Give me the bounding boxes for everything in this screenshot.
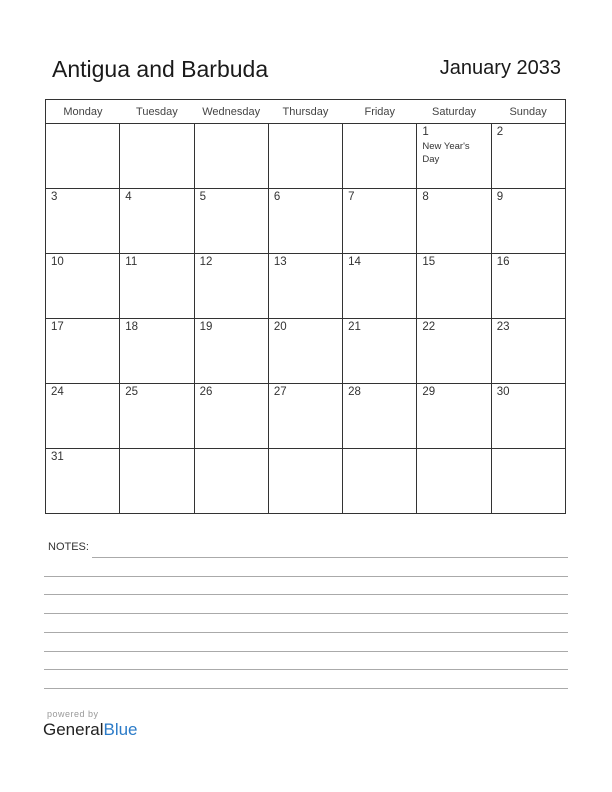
day-number: 19 xyxy=(199,321,213,333)
calendar-day-cell xyxy=(491,384,565,449)
weekday-wednesday: Wednesday xyxy=(194,100,268,124)
day-number: 24 xyxy=(51,386,64,398)
day-number xyxy=(269,449,342,451)
day-number: 27 xyxy=(273,386,287,398)
day-number: 1 xyxy=(422,126,429,138)
day-number: 16 xyxy=(496,256,510,268)
day-number xyxy=(120,449,193,451)
notes-line xyxy=(92,557,568,558)
calendar-day-cell xyxy=(417,189,491,254)
calendar-grid xyxy=(45,99,566,514)
brand-blue: Blue xyxy=(103,720,138,739)
calendar-day-cell xyxy=(491,449,565,514)
day-number: 28 xyxy=(348,386,361,398)
calendar-day-cell xyxy=(343,189,417,254)
calendar-day-cell xyxy=(194,124,268,189)
day-number: 13 xyxy=(273,256,287,268)
calendar-week-row xyxy=(46,254,566,319)
day-number xyxy=(269,124,342,126)
calendar-day-cell xyxy=(491,319,565,384)
day-number: 23 xyxy=(496,321,510,333)
day-number: 22 xyxy=(422,321,436,333)
calendar-week-row xyxy=(46,449,566,514)
day-number: 25 xyxy=(125,386,139,398)
day-number: 6 xyxy=(273,191,281,203)
calendar-day-cell xyxy=(491,124,565,189)
calendar-day-cell xyxy=(343,319,417,384)
day-number xyxy=(195,124,268,126)
calendar-week-row xyxy=(46,124,566,189)
notes-line xyxy=(44,594,568,595)
calendar-day-cell xyxy=(343,449,417,514)
calendar-day-cell xyxy=(120,124,194,189)
day-number: 12 xyxy=(199,256,213,268)
day-number: 11 xyxy=(125,256,138,268)
day-number: 30 xyxy=(496,386,510,398)
calendar-day-cell xyxy=(417,124,491,189)
calendar-day-cell xyxy=(268,384,342,449)
day-number: 18 xyxy=(125,321,139,333)
calendar-week-row xyxy=(46,319,566,384)
day-number: 8 xyxy=(422,191,429,203)
calendar-day-cell xyxy=(46,384,120,449)
notes-label: NOTES: xyxy=(48,541,89,553)
day-number: 7 xyxy=(348,191,355,203)
notes-line xyxy=(44,632,568,633)
notes-line xyxy=(44,688,568,689)
calendar-day-cell xyxy=(268,124,342,189)
day-number xyxy=(417,449,490,451)
day-number xyxy=(492,449,565,451)
calendar-day-cell xyxy=(46,189,120,254)
weekday-thursday: Thursday xyxy=(268,100,342,124)
calendar-day-cell xyxy=(268,254,342,319)
calendar-day-cell xyxy=(417,384,491,449)
day-number: 31 xyxy=(51,451,64,463)
notes-line xyxy=(44,651,568,652)
calendar-day-cell xyxy=(194,254,268,319)
page-title-country: Antigua and Barbuda xyxy=(52,56,269,82)
day-number xyxy=(46,124,119,126)
calendar-day-cell xyxy=(46,449,120,514)
brand-general: General xyxy=(43,720,104,739)
day-number: 29 xyxy=(422,386,436,398)
calendar-day-cell xyxy=(343,384,417,449)
day-number xyxy=(195,449,268,451)
notes-line xyxy=(44,669,568,670)
calendar-day-cell xyxy=(46,319,120,384)
weekday-friday: Friday xyxy=(343,100,417,124)
calendar-week-row xyxy=(46,189,566,254)
weekday-sunday: Sunday xyxy=(491,100,565,124)
calendar-day-cell xyxy=(491,189,565,254)
holiday-label: New Year's Day xyxy=(422,141,470,165)
day-number: 14 xyxy=(348,256,361,268)
day-number: 3 xyxy=(51,191,58,203)
calendar-week-row xyxy=(46,384,566,449)
calendar-day-cell xyxy=(343,124,417,189)
day-number xyxy=(343,449,416,451)
calendar-day-cell xyxy=(268,189,342,254)
notes-line xyxy=(44,576,568,577)
calendar-day-cell xyxy=(194,189,268,254)
page-title-month: January 2033 xyxy=(439,57,561,79)
calendar-day-cell xyxy=(268,319,342,384)
day-number xyxy=(343,124,416,126)
calendar-day-cell xyxy=(343,254,417,319)
weekday-monday: Monday xyxy=(46,100,120,124)
day-number: 9 xyxy=(496,191,504,203)
day-number: 17 xyxy=(51,321,64,333)
calendar-day-cell xyxy=(120,189,194,254)
calendar-day-cell xyxy=(194,449,268,514)
day-number: 15 xyxy=(422,256,436,268)
calendar-body xyxy=(46,124,566,514)
day-number xyxy=(120,124,193,126)
calendar-day-cell xyxy=(268,449,342,514)
calendar-day-cell xyxy=(491,254,565,319)
day-number: 26 xyxy=(199,386,213,398)
weekday-header-row xyxy=(46,100,566,124)
weekday-tuesday: Tuesday xyxy=(120,100,194,124)
calendar-day-cell xyxy=(120,384,194,449)
calendar-day-cell xyxy=(120,449,194,514)
day-number: 21 xyxy=(348,321,361,333)
calendar-day-cell xyxy=(417,449,491,514)
calendar-day-cell xyxy=(46,254,120,319)
calendar-day-cell xyxy=(417,254,491,319)
powered-by-text: powered by xyxy=(47,709,99,719)
day-number: 5 xyxy=(199,191,206,203)
calendar-day-cell xyxy=(194,319,268,384)
day-number: 20 xyxy=(273,321,287,333)
calendar-day-cell xyxy=(194,384,268,449)
calendar-day-cell xyxy=(46,124,120,189)
generalblue-logo xyxy=(43,720,138,740)
calendar-day-cell xyxy=(120,254,194,319)
calendar-day-cell xyxy=(120,319,194,384)
calendar-day-cell xyxy=(417,319,491,384)
day-number: 2 xyxy=(496,126,504,138)
notes-line xyxy=(44,613,568,614)
day-number: 10 xyxy=(51,256,64,268)
weekday-saturday: Saturday xyxy=(417,100,491,124)
day-number: 4 xyxy=(125,191,132,203)
